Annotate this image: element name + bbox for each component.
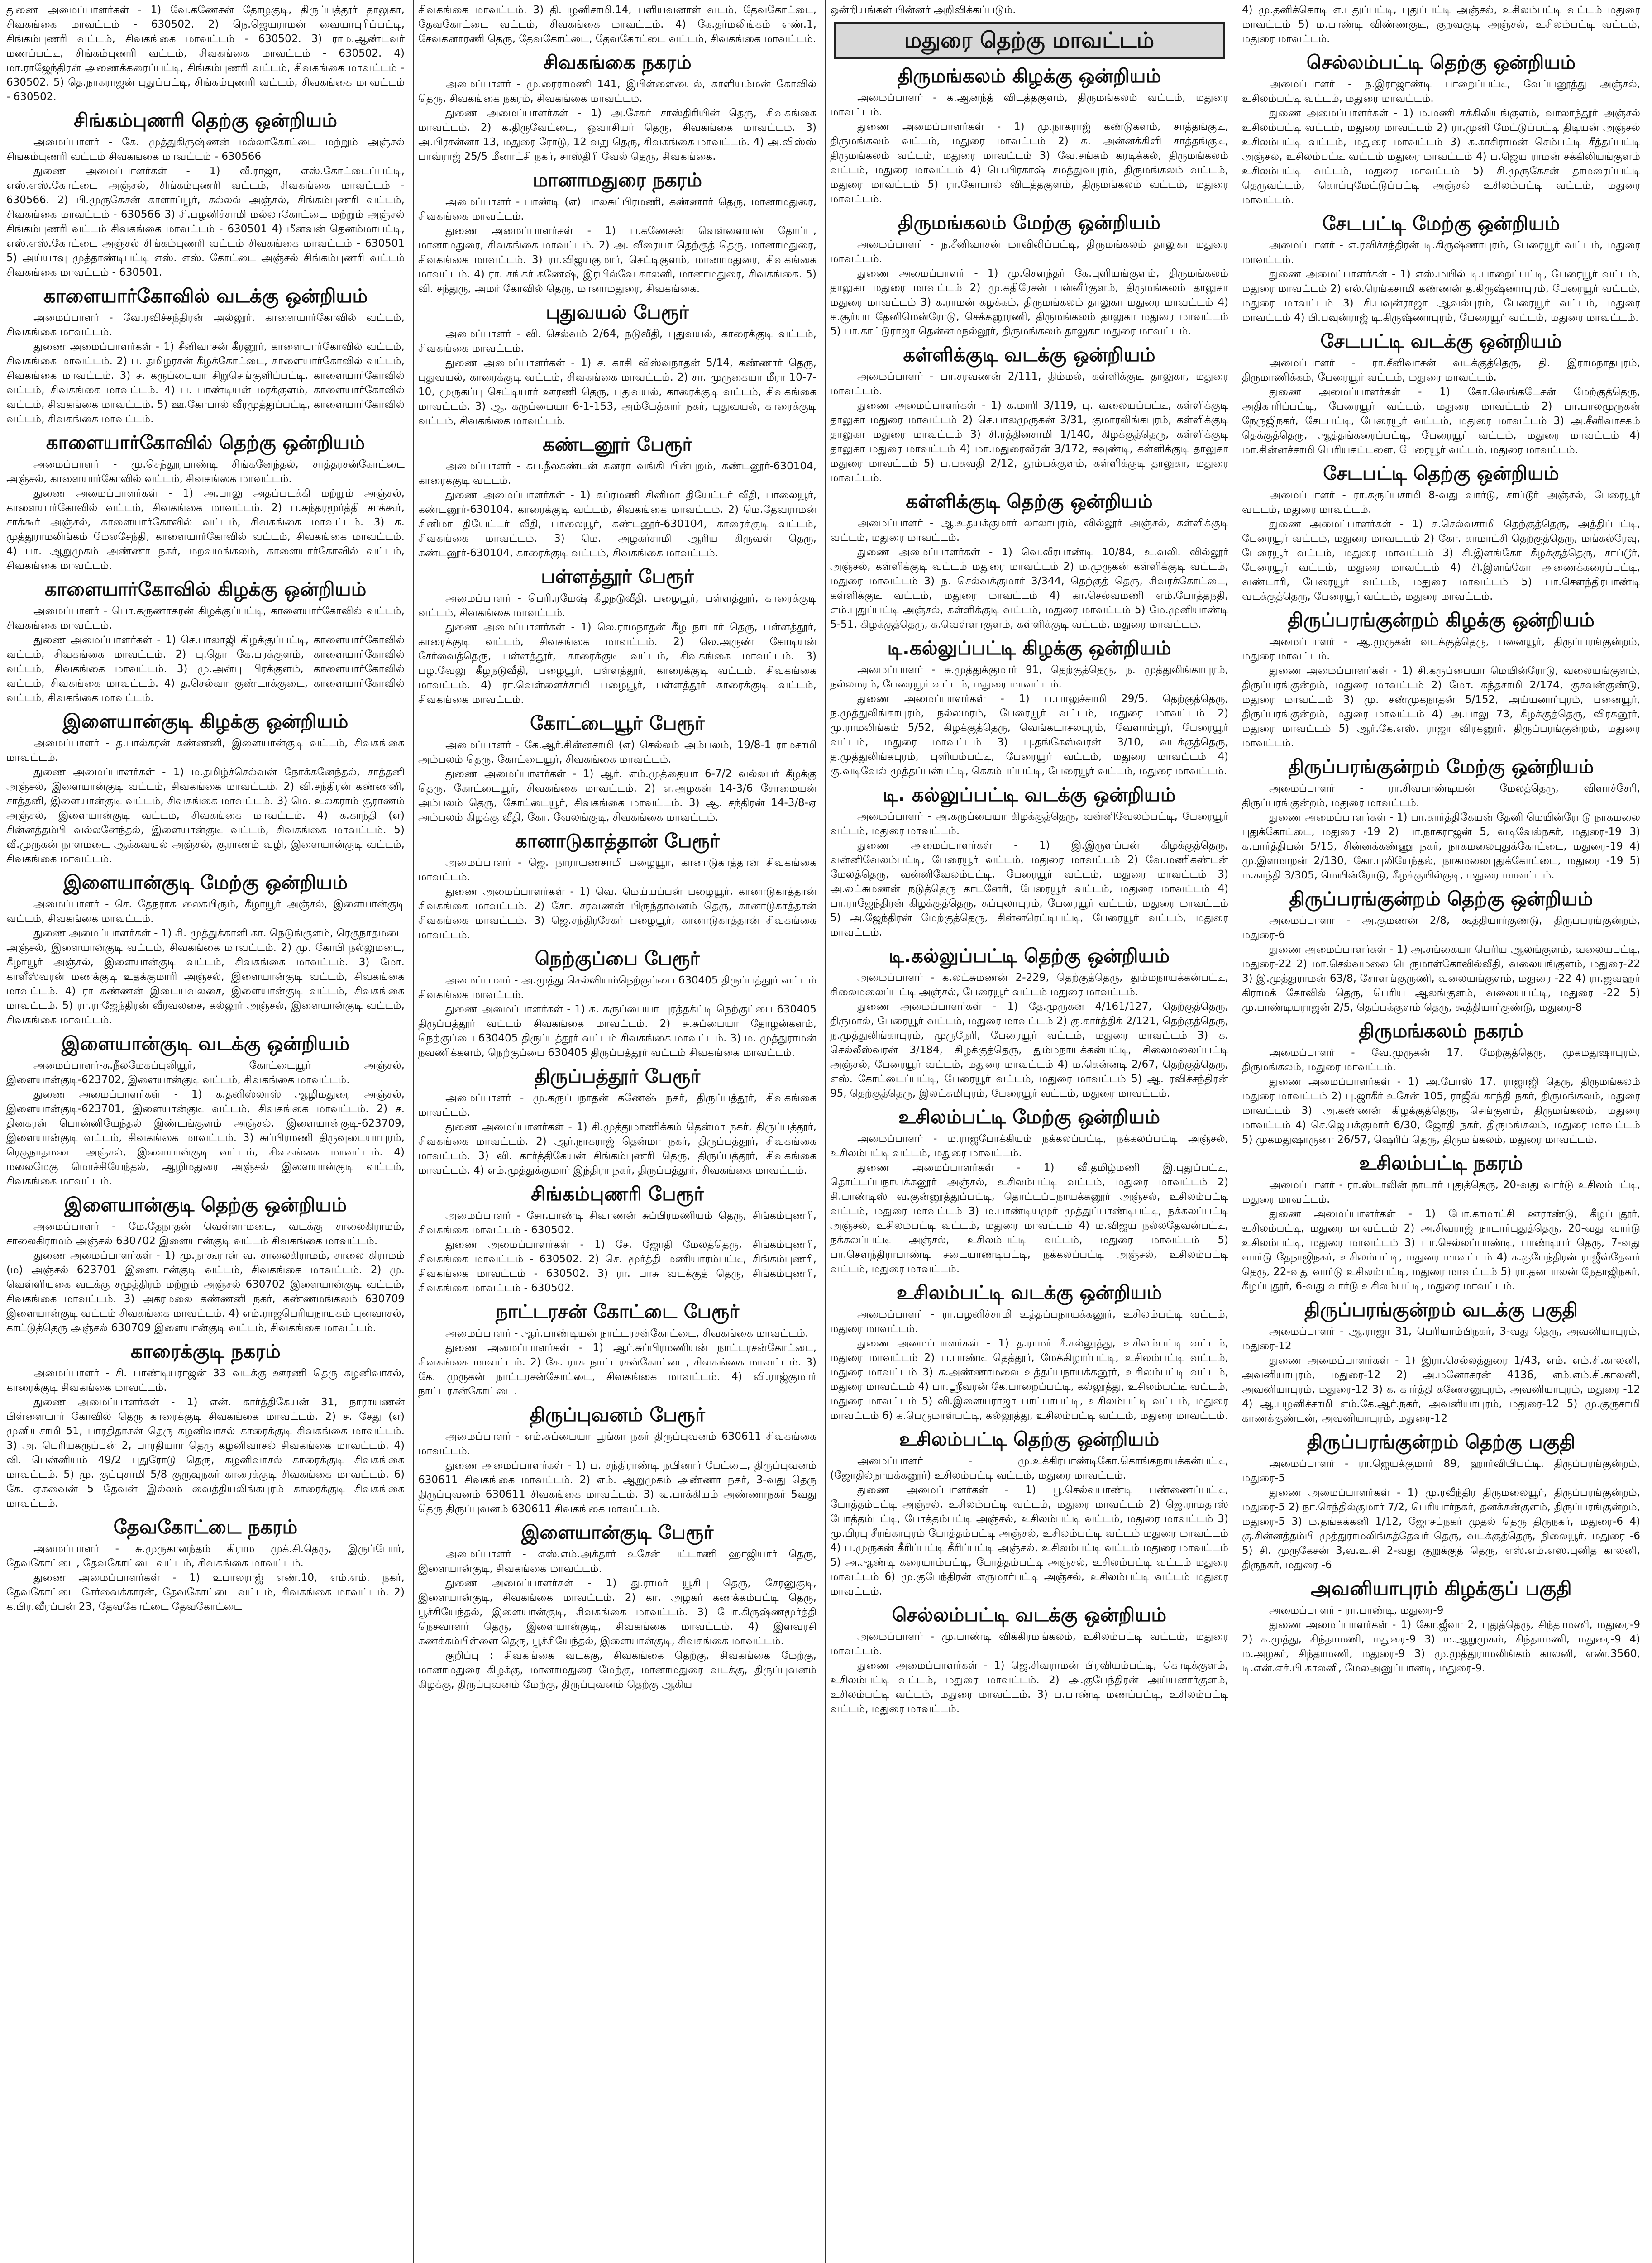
section-title: உசிலம்பட்டி வடக்கு ஒன்றியம்: [896, 1281, 1162, 1303]
section-paragraph: துணை அமைப்பாளர்கள் - 1) சே. ஜோதி மேலத்தெரு, சிங்கம்புணரி, சிவகங்கை மாவட்டம் - 630502. 2) செ. மூர்த்தி மணியாரம்பட்டி, சிங்கம்புணரி, சிவகங்கை மாவட்டம் - 630502. 3) ரா. பாசு வடக்குத் தெரு, சிங்கம்புணரி, சிவகங்கை மாவட்டம் - 630502.: [418, 1239, 816, 1294]
section-paragraph: துணை அமைப்பாளர்கள் - 1) வீ.தமிழ்மணி இ.புதுப்பட்டி, தொட்டப்பநாயக்கனூர் அஞ்சல், உசிலம்பட்டி வட்டம், மதுரை மாவட்டம் 2) சி.பாண்டிஸ் வ.குன்னூத்துப்பட்டி, தொட்டப்பநாயக்கனூர் அஞ்சல், உசிலம்பட்டி வட்டம், மதுரை மாவட்டம் 3) ம.பாண்டியமுர் முத்துப்பாண்டிபட்டி, நக்கலப்பட்டி அஞ்சல், உசிலம்பட்டி வட்டம், மதுரை மாவட்டம் 4) ம.விஜய் நல்லதேவன்பட்டி, நக்கலப்பட்டி அஞ்சல், உசிலம்பட்டி வட்டம், மதுரை மாவட்டம் 5) பா.சௌந்திராபாண்டி சடையாண்டிபட்டி, நக்கலப்பட்டி அஞ்சல், உசிலம்பட்டி வட்டம், மதுரை மாவட்டம்.: [830, 1162, 1228, 1275]
section-paragraph: துணை அமைப்பாளர்கள் - 1) வீ.ராஜா, எஸ்.கோட்டைப்பட்டி, எஸ்.எஸ்.கோட்டை அஞ்சல், சிங்கம்புணரி வட்டம், சிவகங்கை மாவட்டம் - 630566. 2) பி.முருகேசன் காளாப்பூர், கல்லல் அஞ்சல், சிங்கம்புணரி வட்டம், சிவகங்கை மாவட்டம் - 630566 3) சி.பழனிச்சாமி மல்லாகோட்டை மற்றும் அஞ்சல் சிங்கம்புணரி வட்டம் சிவகங்கை மாவட்டம் - 630501 4) மீனவன் தெனம்மாபட்டி, எஸ்.எஸ்.கோட்டை அஞ்சல் சிங்கம்புணரி வட்டம் சிவகங்கை மாவட்டம் - 630501 5) அய்யாவு முத்தாண்டிபட்டி எஸ். எஸ். கோட்டை அஞ்சல் சிங்கம்புணரி வட்டம் சிவகங்கை மாவட்டம் - 630501.: [6, 165, 405, 278]
section-title: காரைக்குடி நகரம்: [130, 1340, 281, 1362]
section-paragraph: துணை அமைப்பாளர்கள் - 1) ஆர். எம்.முத்தையா 6-7/2 வல்லபர் கீழக்கு தெரு, கோட்டையூர், சிவகங்கை மாவட்டம். 2) எ.அழகன் 14-3/6 சோமையன் அம்பலம் தெரு, கோட்டையூர், சிவகங்கை மாவட்டம். 3) ஆ. சந்திரன் 14-3/8-ஏ அம்பலம் கிழக்கு வீதி, கோ. வேலங்குடி, சிவகங்கை மாவட்டம்.: [418, 768, 816, 823]
section-title: சிவகங்கை நகரம்: [543, 51, 692, 73]
section-title: கள்ளிக்குடி வடக்கு ஒன்றியம்: [903, 344, 1155, 366]
section-paragraph: துணை அமைப்பாளர்கள் - 1) சி.முத்துமாணிக்கம் தென்மா நகர், திருப்பத்தூர், சிவகங்கை மாவட்டம். 2) ஆர்.நாகராஜ் தென்மா நகர், திருப்பத்தூர், சிவகங்கை மாவட்டம். 3) வி. கார்த்திகேயன் சிங்கம்புணரி தெரு, திருப்பத்தூர், சிவகங்கை மாவட்டம். 4) எம்.முத்துக்குமார் இந்திரா நகர், திருப்பத்தூர், சிவகங்கை மாவட்டம்.: [418, 1121, 816, 1176]
section-title: மானாமதுரை நகரம்: [532, 169, 702, 191]
section-title: சேடபட்டி தெற்கு ஒன்றியம்: [1323, 462, 1559, 484]
union-section: [5, 1339, 406, 1511]
union-section: [5, 1192, 406, 1335]
section-title: செல்லம்பட்டி வடக்கு ஒன்றியம்: [892, 1604, 1167, 1626]
union-section: [1240, 211, 1642, 325]
union-section: [1240, 1576, 1642, 1676]
section-title: டி.கல்லுப்பட்டி கிழக்கு ஒன்றியம்: [887, 637, 1171, 659]
union-section: [828, 489, 1230, 632]
section-paragraph: துணை அமைப்பாளர்கள் - 1) க.தனிஸ்லாஸ் ஆழிமதுரை அஞ்சல், இளையான்குடி-623701, இளையான்குடி வட்டம், சிவகங்கை மாவட்டம். 2) ச. தினகரன் பொன்னியேந்தல் இண்டங்குளம் அஞ்சல், இளையான்குடி-623709, இளையான்குடி வட்டம், சிவகங்கை மாவட்டம். 3) சுப்பிரமணி திருவுடையாபுரம், ரெகுநாதமடை அஞ்சல், இளையான்குடி வட்டம், சிவகங்கை மாவட்டம். 4) மலைமேகு மொச்சியேந்தல், ஆழிமதுரை அஞ்சல் இளையான்குடி வட்டம், சிவகங்கை மாவட்டம்.: [6, 1089, 405, 1187]
union-section: [1240, 1151, 1642, 1294]
section-paragraph: குறிப்பு : சிவகங்கை வடக்கு, சிவகங்கை தெற்கு, சிவகங்கை மேற்கு, மானாமதுரை கிழக்கு, மானாமதுரை மேற்கு, மானாமதுரை வடக்கு, திருப்புவனம் கிழக்கு, திருப்புவனம் மேற்கு, திருப்புவனம் தெற்கு ஆகிய: [418, 1650, 816, 1690]
section-paragraph: துணை அமைப்பாளர்கள் - 1) து.ராமர் யூசிபு தெரு, சேரனுகுடி, இளையான்குடி, சிவகங்கை மாவட்டம். 2) கா. அழகர் கணக்கம்பட்டி தெரு, பூச்சியேந்தல், இளையான்குடி, சிவகங்கை மாவட்டம். 3) போ.கிருஷ்ணமூர்த்தி நெசவாளர் தெரு, இளையான்குடி, சிவகங்கை மாவட்டம். 4) இளவரசி கணக்கம்பிள்ளை தெரு, பூச்சியேந்தல், இளையான்குடி, சிவகங்கை மாவட்டம்.: [418, 1577, 816, 1647]
section-title: கோட்டையூர் பேரூர்: [530, 712, 705, 734]
section-paragraph: அமைப்பாளர் - மு.கருப்பநாதன் கணேஷ் நகர், திருப்பத்தூர், சிவகங்கை மாவட்டம்.: [418, 1092, 816, 1118]
section-title: காளையார்கோவில் கிழக்கு ஒன்றியம்: [44, 578, 367, 600]
section-paragraph: துணை அமைப்பாளர்கள் - 1) தே.முருகன் 4/161/127, தெற்குத்தெரு, திருமால், பேரையூர் வட்டம், மதுரை மாவட்டம் 2) கு.கார்த்திக் 2/121, தெற்குத்தெரு, ந.முத்துலிங்காபுரம், முருநேரி, பேரையூர் வட்டம், மதுரை மாவட்டம் 3) க. செல்லீஸ்வரன் 3/184, கிழக்குத்தெரு, தும்மநாயக்கன்பட்டி, சிலைமலைப்பட்டி அஞ்சல், பேரையூர் வட்டம், மதுரை மாவட்டம் 4) ம.கென்னடி 2/67, தெற்குத்தெரு, எஸ். கோட்டைப்பட்டி, பேரையூர் வட்டம், மதுரை மாவட்டம் 5) ஆ. ரவிச்சந்திரன் 95, தெற்குத்தெரு, இலட்சுமிபுரம், பேரையூர் வட்டம், மதுரை மாவட்டம்.: [830, 1001, 1228, 1099]
section-paragraph: அமைப்பாளர் - ம.ராஜபோக்கியம் நக்கலப்பட்டி, நக்கலப்பட்டி அஞ்சல், உசிலம்பட்டி வட்டம், மதுரை மாவட்டம்.: [830, 1133, 1228, 1159]
section-paragraph: துணை அமைப்பாளர்கள் - 1) ம.தமிழ்ச்செல்வன் நோக்கனேந்தல், சாத்தனி அஞ்சல், இளையான்குடி வட்டம், சிவகங்கை மாவட்டம். 2) வி.சந்திரன் கண்ணனி, சாத்தனி, இளையான்குடி வட்டம், சிவகங்கை மாவட்டம். 3) மெ. உலகராம் சூராணம் அஞ்சல், இளையான்குடி வட்டம், சிவகங்கை மாவட்டம். 4) க.காந்தி (எ) சின்னத்தம்பி வல்லனேந்தல், இளையான்குடி வட்டம், சிவகங்கை மாவட்டம். 5) வீ.முருகன் நாளமடை ஆக்கவயல் அஞ்சல், சூராணம் வழி, இளையான்குடி வட்டம், சிவகங்கை மாவட்டம்.: [6, 766, 405, 865]
section-title: நெற்குப்பை பேரூர்: [535, 947, 700, 969]
section-paragraph: அமைப்பாளர் - பாண்டி (எ) பாலசுப்பிரமணி, கண்ணார் தெரு, மானாமதுரை, சிவகங்கை மாவட்டம்.: [418, 196, 816, 222]
section-title: கண்டனூர் பேரூர்: [542, 433, 692, 455]
section-paragraph: அமைப்பாளர் - க.லட்சுமணன் 2-229, தெற்குத்தெரு, தும்மநாயக்கன்பட்டி, சிலைமலைப்பட்டி அஞ்சல், பேரையூர் வட்டம் மதுரை மாவட்டம்.: [830, 972, 1228, 998]
union-section: [828, 1427, 1230, 1599]
section-paragraph: அமைப்பாளர் - மு.பாண்டி விக்கிரமங்கலம், உசிலம்பட்டி வட்டம், மதுரை மாவட்டம்.: [830, 1631, 1228, 1657]
section-paragraph: அமைப்பாளர் - பொ.கருணாகரன் கிழக்குப்பட்டி, காளையார்கோவில் வட்டம், சிவகங்கை மாவட்டம்.: [6, 605, 405, 631]
section-paragraph: துணை அமைப்பாளர்கள் - 1) போ.காமாட்சி ஊராண்டு, கீழப்புதூர், உசிலம்பட்டி, மதுரை மாவட்டம் 2) அ.சிவராஜ் நாடார்புதுத்தெரு, 20-வது வார்டு உசிலம்பட்டி, மதுரை மாவட்டம் 3) பா.செல்லப்பாண்டி, பாண்டியர் தெரு, 7-வது வார்டு தேநாஜிநகர், உசிலம்பட்டி, மதுரை மாவட்டம் 4) க.குபேந்திரன் ராஜீவ்தேவர் தெரு, 22-வது வார்டு உசிலம்பட்டி, மதுரை மாவட்டம் 5) ரா.தனபாலன் நேதாஜிநகர், கீழப்புதூர், 6-வது வார்டு உசிலம்பட்டி, மதுரை மாவட்டம்.: [1242, 1208, 1640, 1292]
section-title: டி.கல்லுப்பட்டி தெற்கு ஒன்றியம்: [888, 945, 1170, 967]
union-section: [5, 577, 406, 705]
section-paragraph: அமைப்பாளர்-சு.நீலமேகப்புலியூர், கோட்டையூர் அஞ்சல், இளையான்குடி-623702, இளையான்குடி வட்டம், சிவகங்கை மாவட்டம்.: [6, 1060, 405, 1086]
section-title: இளையான்குடி மேற்கு ஒன்றியம்: [63, 871, 348, 893]
section-paragraph: அமைப்பாளர் - கே.ஆர்.சின்னசாமி (எ) செல்லம் அம்பலம், 19/8-1 ராமசாமி அம்பலம் தெரு, கோட்டையூர், சிவகங்கை மாவட்டம்.: [418, 739, 816, 765]
section-paragraph: அமைப்பாளர் - பா.சரவணன் 2/111, திம்மல், கள்ளிக்குடி தாலுகா, மதுரை மாவட்டம்.: [830, 371, 1228, 397]
section-paragraph: அமைப்பாளர் - மு.உக்கிரபாண்டிகோ.கொங்கநாயக்கன்பட்டி, (ஜோதில்நாயக்கனூர்) உசிலம்பட்டி வட்டம், மதுரை மாவட்டம்.: [830, 1455, 1228, 1481]
section-title: கானாடுகாத்தான் பேரூர்: [515, 830, 720, 852]
column-divider: [413, 0, 414, 2263]
section-paragraph: துணை அமைப்பாளர்கள் - 1) க.செல்வசாமி தெற்குத்தெரு, அத்திப்பட்டி, பேரையூர் வட்டம், மதுரை மாவட்டம் 2) கோ. காமாட்சி தெற்குத்தெரு, மங்கல்ரேவு, பேரையூர் வட்டம், மதுரை மாவட்டம் 3) சி.இளங்கோ கீழக்குத்தெரு, சாப்டூர், பேரையூர் வட்டம், மதுரை மாவட்டம் 4) சி.இளங்கோ அணைக்கரைப்பட்டி, வண்டாரி, பேரையூர் வட்டம், மதுரை மாவட்டம் 5) பா.சௌந்திரபாண்டி வடக்குத்தெரு, பேரையூர் வட்டம், மதுரை மாவட்டம்.: [1242, 518, 1640, 602]
section-title: சிங்கம்புணரி தெற்கு ஒன்றியம்: [73, 109, 338, 131]
union-section: [416, 50, 818, 164]
section-paragraph: துணை அமைப்பாளர்கள் - 1) கோ.வெங்கடேசன் மேற்குத்தெரு, அதிகாரிப்பட்டி, பேரையூர் வட்டம், மதுரை மாவட்டம் 2) பா.பாலமுருகன் நேருஜிநகர், சேடபட்டி, பேரையூர் வட்டம், மதுரை மாவட்டம் 3) அ.சீனிவாசகம் தெக்குத்தெரு, ஆத்தங்கரைப்பட்டி, பேரையூர் வட்டம், மதுரை மாவட்டம் 4) மா.சின்னச்சாமி பெரியகட்டளை, பேரையூர் வட்டம், மதுரை மாவட்டம்.: [1242, 386, 1640, 456]
section-title: திருப்பரங்குன்றம் மேற்கு ஒன்றியம்: [1288, 755, 1594, 778]
union-section: [416, 1402, 818, 1516]
union-section: [1240, 1018, 1642, 1147]
section-paragraph: அமைப்பாளர் - எம்.சுப்பையா பூங்கா நகர் திருப்புவனம் 630611 சிவகங்கை மாவட்டம்.: [418, 1431, 816, 1457]
section-title: காளையார்கோவில் தெற்கு ஒன்றியம்: [46, 431, 365, 454]
section-paragraph: அமைப்பாளர் - சி. பாண்டியராஜன் 33 வடக்கு ஊரணி தெரு கழனிவாசல், காரைக்குடி சிவகங்கை மாவட்டம்.: [6, 1367, 405, 1394]
union-section: [828, 943, 1230, 1101]
continued-text: சிவகங்கை மாவட்டம். 3) தி.பழனிசாமி.14, பளியவனாள் வடம், தேவகோட்டை, தேவகோட்டை வட்டம், சிவகங்கை மாவட்டம். 4) கே.தர்மலிங்கம் எண்.1, சேவகனாரணி தெரு, தேவகோட்டை, தேவகோட்டை வட்டம், சிவகங்கை மாவட்டம்.: [418, 4, 816, 45]
union-section: [416, 711, 818, 825]
section-title: சேடபட்டி வடக்கு ஒன்றியம்: [1320, 330, 1562, 352]
section-paragraph: துணை அமைப்பாளர்கள் - 1) ஆர்.சுப்பிரமணியன் நாட்டரசன்கோட்டை, சிவகங்கை மாவட்டம். 2) கே. ராசு நாட்டரசன்கோட்டை, சிவகங்கை மாவட்டம். 3) கே. முருகன் நாட்டரசன்கோட்டை, சிவகங்கை மாவட்டம். 4) வி.ராஜ்குமார் நாட்டரசன்கோட்டை.: [418, 1342, 816, 1397]
section-paragraph: துணை அமைப்பாளர்கள் - 1) அ.பாலு அதப்படக்கி மற்றும் அஞ்சல், காளையார்கோவில் வட்டம், சிவகங்கை மாவட்டம். 2) ப.சுந்தரமூர்த்தி சாக்கூர், சாக்கூர் அஞ்சல், காளையார்கோவில் வட்டம், சிவகங்கை மாவட்டம். 3) க. முத்துராமலிங்கம் மேலசேந்தி, காளையார்கோவில் வட்டம், சிவகங்கை மாவட்டம். 4) பா. ஆறுமுகம் அண்ணா நகர், மறவமங்கலம், காளையார்கோவில் வட்டம், சிவகங்கை மாவட்டம்.: [6, 487, 405, 572]
section-paragraph: அமைப்பாளர் - வி. செல்வம் 2/64, நடுவீதி, புதுவயல், காரைக்குடி வட்டம், சிவகங்கை மாவட்டம்.: [418, 328, 816, 354]
section-paragraph: துணை அமைப்பாளர்கள் - 1) சி. முத்துக்காளி கா. நெடுங்குளம், ரெகுநாதமடை அஞ்சல், இளையான்குடி வட்டம், சிவகங்கை மாவட்டம். 2) மு. கோபி நல்லுமடை, கீழாயூர் அஞ்சல், இளையான்குடி வட்டம், சிவகங்கை மாவட்டம். 3) மோ. காளீஸ்வரன் மணக்குடி உதக்குமாரி அஞ்சல், இளையான்குடி வட்டம், சிவகங்கை மாவட்டம். 4) ரா கண்ணன் இடையவலசை, இளையான்குடி வட்டம், சிவகங்கை மாவட்டம். 5) ரா.ராஜேந்திரன் வீரவலசை, கல்லூர் அஞ்சல், இளையான்குடி வட்டம், சிவகங்கை மாவட்டம்.: [6, 927, 405, 1026]
section-paragraph: துணை அமைப்பாளர்கள் - 1) மு.ரவீந்திர திருமலையூர், திருப்பரங்குன்றம், மதுரை-5 2) நா.செந்தில்குமார் 7/2, பெரியார்நகர், தனக்கன்குளம், திருப்பரங்குன்றம், மதுரை-5 3) ம.தங்கக்கனி 1/12, ஜோசப்நகர் முதல் தெரு திருநகர், மதுரை-6 4) கு.சின்னத்தம்பி முத்துராமலிங்கத்தேவர் தெரு, வடக்குத்தெரு, நிலையூர், மதுரை -6 5) சி. முருகேசன் 3,வ.உ.சி 2-வது குறுக்குத் தெரு, எஸ்.எம்.எஸ்.புனித காலனி, திருநகர், மதுரை -6: [1242, 1487, 1640, 1571]
section-paragraph: அமைப்பாளர் - சுப.நீலகண்டன் கனரா வங்கி பின்புறம், கண்டனூர்-630104, காரைக்குடி வட்டம்.: [418, 460, 816, 487]
union-section: [1240, 607, 1642, 750]
union-section: [5, 1514, 406, 1614]
union-section: [828, 1280, 1230, 1423]
section-paragraph: துணை அமைப்பாளர்கள் - 1) ப.பாலுச்சாமி 29/5, தெற்குத்தெரு, ந.முத்துலிங்காபுரம், நல்லமரம், பேரையூர் வட்டம், மதுரை மாவட்டம் 2) மு.ராமலிங்கம் 5/52, கிழக்குத்தெரு, வெங்கடாசலபுரம், வேளாம்பூர், பேரையூர் வட்டம், மதுரை மாவட்டம் 3) பு.தங்கேஸ்வரன் 3/10, வடக்குத்தெரு, த.முத்துலிங்கபுரம், புளியம்பட்டி, பேரையூர் வட்டம், மதுரை மாவட்டம் 4) கு.வடிவேல் முத்தப்பன்பட்டி, கெசும்பப்பட்டி, பேரையூர் வட்டம், மதுரை மாவட்டம்.: [830, 693, 1228, 777]
section-title: திருமங்கலம் மேற்கு ஒன்றியம்: [898, 211, 1160, 234]
section-paragraph: அமைப்பாளர் - மு.செந்தூரபாண்டி சிங்கனேந்தல், சாத்தரசன்கோட்டை அஞ்சல், காளையார்கோவில் வட்டம், சிவகங்கை மாவட்டம்.: [6, 458, 405, 485]
section-title: திருப்பரங்குன்றம் தெற்கு ஒன்றியம்: [1289, 888, 1593, 910]
section-paragraph: துணை அமைப்பாளர்கள் - 1) இரா.செல்லத்துரை 1/43, எம். எம்.சி.காலனி, அவனியாபுரம், மதுரை-12 2) அ.மனோகரன் 4136, எம்.எம்.சி.காலனி, அவனியாபுரம், மதுரை-12 3) க. கார்த்தி கணேசனுபுரம், அவனியாபுரம், மதுரை -12 4) ஆ.பழனிச்சாமி எம்.கே.ஆர்.நகர், அவனியாபுரம், மதுரை-12 5) மு.குருசாமி காணக்குண்டன், அவனியாபுரம், மதுரை-12: [1242, 1355, 1640, 1424]
section-paragraph: துணை அமைப்பாளர்கள் - 1) த.ராமர் சீ.கல்லூத்து, உசிலம்பட்டி வட்டம், மதுரை மாவட்டம் 2) ப.பாண்டி தெத்தூர், மேக்கிழார்பட்டி, உசிலம்பட்டி வட்டம், மதுரை மாவட்டம் 3) க.அண்ணாமலை உத்தப்பநாயக்கனூர், உசிலம்பட்டி வட்டம், மதுரை மாவட்டம் 4) பா.ஸ்ரீவரன் கே.பாறைப்பட்டி, கல்லூத்து, உசிலம்பட்டி வட்டம், மதுரை மாவட்டம் 5) வி.இளையராஜா பாப்பாபட்டி, உசிலம்பட்டி வட்டம், மதுரை மாவட்டம் 6) க.பெருமாள்பட்டி, கல்லூத்து, உசிலம்பட்டி வட்டம், மதுரை மாவட்டம்.: [830, 1337, 1228, 1422]
section-paragraph: அமைப்பாளர் - வே.ரவிச்சந்திரன் அல்லூர், காளையார்கோவில் வட்டம், சிவகங்கை மாவட்டம்.: [6, 312, 405, 338]
section-paragraph: துணை அமைப்பாளர்கள் - 1) ப.கணேசன் வெள்ளையன் தோப்பு, மானாமதுரை, சிவகங்கை மாவட்டம். 2) அ. வீரையா தெற்குத் தெரு, மானாமதுரை, சிவகங்கை மாவட்டம். 3) ரா.விஜயகுமார், செட்டிகுளம், மானாமதுரை, சிவகங்கை மாவட்டம். 4) ரா. சங்கர் கணேஷ், இரயில்வே காலனி, மானாமதுரை, சிவகங்கை. 5) வி. சந்துரு, அமர் கோவில் தெரு, மானாமதுரை, சிவகங்கை.: [418, 225, 816, 295]
section-paragraph: துணை அமைப்பாளர்கள் - 1) என். கார்த்திகேயன் 31, நாராயணன் பிள்ளையார் கோவில் தெரு காரைக்குடி சிவகங்கை மாவட்டம். 2) ச. சேது (எ) முனியசாமி 51, பாரதிதாசன் தெரு கழனிவாசல் காரைக்குடி சிவகங்கை மாவட்டம். 3) அ. பெரியகருப்பன் 2, பாரதியார் தெரு கழனிவாசல் சிவகங்கை மாவட்டம். 4) வி. பென்னியம் 49/2 புதுரோடு தெரு, கழனிவாசல் காரைக்குடி சிவகங்கை மாவட்டம். 5) மு. குப்புசாமி 5/8 குருவுநகர் காரைக்குடி சிவகங்கை மாவட்டம். 6) கே. ஏகவைன் 5 தேவன் இல்லம் வைத்தியலிங்கபுரம் காரைக்குடி சிவகங்கை மாவட்டம்.: [6, 1396, 405, 1509]
union-section: [416, 1299, 818, 1399]
section-paragraph: அமைப்பாளர் - பெரி.ரமேஷ் கீழநடுவீதி, பழையூர், பள்ளத்தூர், காரைக்குடி வட்டம், சிவகங்கை மாவட்டம்.: [418, 592, 816, 619]
section-paragraph: அமைப்பாளர் - ரா.கருப்பசாமி 8-வது வார்டு, சாப்டூர் அஞ்சல், பேரையூர் வட்டம், மதுரை மாவட்டம்.: [1242, 489, 1640, 516]
section-title: டி. கல்லுப்பட்டி வடக்கு ஒன்றியம்: [883, 783, 1176, 806]
union-section: [5, 870, 406, 1027]
continued-text: 4) மு.தனிக்கொடி எ.புதுப்பட்டி, புதுப்பட்டி அஞ்சல், உசிலம்பட்டி வட்டம் மதுரை மாவட்டம் 5) ம.பாண்டி விண்ணகுடி, குறவகுடி அஞ்சல், உசிலம்பட்டி வட்டம், மதுரை மாவட்டம்.: [1242, 4, 1640, 45]
union-section: [828, 1602, 1230, 1716]
section-paragraph: துணை அமைப்பாளர்கள் - 1) ஜெ.சிவராமன் பிரவியம்பட்டி, கொடிக்குளம், உசிலம்பட்டி வட்டம், மதுரை மாவட்டம். 2) அ.குபேந்திரன் அய்யனார்குளம், உசிலம்பட்டி வட்டம், மதுரை மாவட்டம். 3) ப.பாண்டி மணப்பட்டி, உசிலம்பட்டி வட்டம், மதுரை மாவட்டம்.: [830, 1660, 1228, 1715]
section-paragraph: துணை அமைப்பாளர்கள் - 1) அ.சேகர் சாஸ்திரியின் தெரு, சிவகங்கை மாவட்டம். 2) க.திருவேட்டை, ஒவாசியர் தெரு, சிவகங்கை மாவட்டம். 3) அ.பிரசன்னா 13, மதுரை ரோடு, 12 வது தெரு, சிவகங்கை மாவட்டம். 4) அ.விஸ்ஸ் பாவ்ராஜ் 25/5 மீனாட்சி நகர், சாஸ்திரி வேல் தெரு, சிவகங்கை.: [418, 107, 816, 162]
union-section: [416, 167, 818, 296]
union-section: [828, 342, 1230, 485]
union-section: [828, 63, 1230, 206]
union-section: [1240, 886, 1642, 1015]
section-paragraph: துணை அமைப்பாளர்கள் - 1) ப. சந்திராண்டி நயினார் பேட்டை, திருப்புவனம் 630611 சிவகங்கை மாவட்டம். 2) எம். ஆறுமுகம் அண்ணா நகர், 3-வது தெரு திருப்புவனம் 630611 சிவகங்கை மாவட்டம். 3) வ.பாக்கியம் அண்ணாநகர் 5வது தெரு திருப்புவனம் 630611 சிவகங்கை மாவட்டம்.: [418, 1460, 816, 1515]
section-paragraph: துணை அமைப்பாளர்கள் - 1) இ.இருளப்பன் கிழக்குத்தெரு, வன்னிவேலம்பட்டி, பேரையூர் வட்டம், மதுரை மாவட்டம் 2) வே.மணிகண்டன் மேலத்தெரு, வன்னிவேலம்பட்டி, பேரையூர் வட்டம், மதுரை மாவட்டம் 3) அ.லட்சுமணன் நடுத்தெரு காடனேரி, பேரையூர் வட்டம், மதுரை மாவட்டம் 4) பா.ராஜேந்திரன் கிழக்குத்தெரு, சுப்புலாபுரம், பேரையூர் வட்டம், மதுரை மாவட்டம் 5) அ.ஜேந்திரன் மேற்குத்தெரு, சின்னரெட்டிபட்டி, பேரையூர் வட்டம், மதுரை மாவட்டம்.: [830, 840, 1228, 938]
section-title: தேவகோட்டை நகரம்: [113, 1516, 298, 1538]
column-3: [828, 3, 1230, 1718]
section-title: திருப்பரங்குன்றம் வடக்கு பகுதி: [1304, 1299, 1578, 1321]
section-title: திருப்பரங்குன்றம் கிழக்கு ஒன்றியம்: [1288, 609, 1595, 631]
union-section: [416, 1520, 818, 1692]
section-title: காளையார்கோவில் வடக்கு ஒன்றியம்: [43, 285, 368, 307]
section-title: திருப்பரங்குன்றம் தெற்கு பகுதி: [1307, 1431, 1576, 1453]
section-paragraph: அமைப்பாளர் - த.பால்கரன் கண்ணனி, இளையான்குடி வட்டம், சிவகங்கை மாவட்டம்.: [6, 737, 405, 764]
section-paragraph: துணை அமைப்பாளர்கள் - 1) அ.போஸ் 17, ராஜாஜி தெரு, திருமங்கலம் மதுரை மாவட்டம் 2) பு.ஜாகீர் உசேன் 105, ராஜீவ் காந்தி நகர், திருமங்கலம், மதுரை மாவட்டம் 3) அ.கண்ணன் கிழக்குத்தெரு, செங்குளம், திருமங்கலம், மதுரை மாவட்டம் 4) செ.ஜெயக்குமார் 6/30, ஜோதி நகர், திருமங்கலம், மதுரை மாவட்டம் 5) முகமதுஷாருனா 26/57, ஷெரிப் தெரு, திருமங்கலம், மதுரை மாவட்டம்.: [1242, 1076, 1640, 1146]
section-paragraph: அமைப்பாளர் - வே.முருகன் 17, மேற்குத்தெரு, முகமதுஷாபுரம், திருமங்கலம், மதுரை மாவட்டம்.: [1242, 1047, 1640, 1073]
section-title: திருமங்கலம் கிழக்கு ஒன்றியம்: [897, 65, 1161, 87]
union-section: [5, 1031, 406, 1189]
union-section: [828, 782, 1230, 940]
section-title: பள்ளத்தூர் பேரூர்: [541, 565, 694, 587]
section-paragraph: துணை அமைப்பாளர்கள் - 1) சி.கருப்பையா மெயின்ரோடு, வலையங்குளம், திருப்பரங்குன்றம், மதுரை மாவட்டம் 2) மோ. கந்தசாமி 2/174, குசவன்குண்டு, மதுரை மாவட்டம் 3) மு. சண்முகநாதன் 5/152, அய்யனார்புரம், பனையூர், திருப்பரங்குன்றம், மதுரை மாவட்டம் 4) அ.பாலு 73, கீழக்குத்தெரு, விரகனூர், மதுரை மாவட்டம் 5) ஆர்.கே.எஸ். ராஜா விரகனூர், திருப்பரங்குன்றம், மதுரை மாவட்டம்.: [1242, 665, 1640, 749]
continued-text: ஒன்றியங்கள் பின்னர் அறிவிக்கப்படும்.: [830, 4, 1016, 16]
section-paragraph: அமைப்பாளர் - அ.கருப்பையா கிழக்குத்தெரு, வன்னிவேலம்பட்டி, பேரையூர் வட்டம், மதுரை மாவட்டம்.: [830, 811, 1228, 837]
union-section: [1240, 1297, 1642, 1426]
section-paragraph: துணை அமைப்பாளர்கள் - 1) சுப்ரமணி சினிமா தியேட்டர் வீதி, பாலையூர், கண்டனூர்-630104, காரைக்குடி வட்டம், சிவகங்கை மாவட்டம். 2) மெ.தேவராமன் சினிமா தியேட்டர் வீதி, பாலையூர், கண்டனூர்-630104, காரைக்குடி வட்டம், சிவகங்கை மாவட்டம். 3) மெ. அழகர்சாமி ஆரிய கிருவள் தெரு, கண்டனூர்-630104, காரைக்குடி வட்டம், சிவகங்கை மாவட்டம்.: [418, 489, 816, 559]
section-paragraph: அமைப்பாளர் - ஆ.ராஜா 31, பெரியாம்பிநகர், 3-வது தெரு, அவனியாபுரம், மதுரை-12: [1242, 1326, 1640, 1352]
section-paragraph: அமைப்பாளர் - ஜெ. நாராயணசாமி பழையூர், கானாடுகாத்தான் சிவகங்கை மாவட்டம்.: [418, 857, 816, 883]
section-paragraph: அமைப்பாளர் - சோ.பாண்டி சிவாணன் சுப்பிரமணியம் தெரு, சிங்கம்புணரி, சிவகங்கை மாவட்டம் - 630502.: [418, 1210, 816, 1236]
section-paragraph: துணை அமைப்பாளர்கள் - 1) செ.பாலாஜி கிழக்குப்பட்டி, காளையார்கோவில் வட்டம், சிவகங்கை மாவட்டம். 2) பு.தொ கே.பரக்குளம், காளையார்கோவில் வட்டம், சிவகங்கை மாவட்டம். 3) மு.அன்பு பிரக்குளம், காளையார்கோவில் வட்டம், சிவகங்கை மாவட்டம். 4) த.செல்வா குண்டாக்குடை, காளையார்கோவில் வட்டம், சிவகங்கை மாவட்டம்.: [6, 634, 405, 704]
section-paragraph: துணை அமைப்பாளர்கள் - 1) உபாலராஜ் எண்.10, எம்.எம். நகர், தேவகோட்டை சேர்வைக்காரன், தேவகோட்டை வட்டம், சிவகங்கை மாவட்டம். 2) க.பிர.வீரப்பன் 23, தேவகோட்டை தேவகோட்டை: [6, 1572, 405, 1613]
union-section: [828, 210, 1230, 339]
section-paragraph: துணை அமைப்பாளர் - 1) மு.சௌந்தர் கே.புளியங்குளம், திருமங்கலம் தாலுகா மதுரை மாவட்டம் 2) மு.கதிரேசன் பன்னீர்குளம், திருமங்கலம் தாலுகா மதுரை மாவட்டம் 3) க.ராமன் கழக்கம், திருமங்கலம் தாலுகா மதுரை மாவட்டம் 4) க.சூர்யா தேனிமென்ரோடு, செக்கனூரணி, திருமங்கலம் தாலுகா மதுரை மாவட்டம் 5) பா.காட்டுராஜா தென்னமநல்லூர், திருமங்கலம் தாலுகா மதுரை மாவட்டம்.: [830, 267, 1228, 337]
section-paragraph: அமைப்பாளர் - எ.ரவிச்சந்திரன் டி.கிருஷ்ணாபுரம், பேரையூர் வட்டம், மதுரை மாவட்டம்.: [1242, 239, 1640, 266]
section-paragraph: அமைப்பாளர் - சு.முருகானந்தம் கிராம முக்.சி.தெரு, இருப்போர், தேவகோட்டை, தேவகோட்டை வட்டம், சிவகங்கை மாவட்டம்.: [6, 1543, 405, 1569]
section-paragraph: துணை அமைப்பாளர்கள் - 1) மு.நாகராஜ் கண்டுகளம், சாத்தங்குடி, திருமங்கலம் வட்டம், மதுரை மாவட்டம் 2) சு. அன்னக்கிளி சாத்தங்குடி, திருமங்கலம் வட்டம், மதுரை மாவட்டம் 3) வே.சங்கம் கரடிக்கல், திருமங்கலம் வட்டம், மதுரை மாவட்டம் 4) பெ.பிரகாஷ் சமத்துவபுரம், திருமங்கலம் வட்டம், மதுரை மாவட்டம் 5) ரா.கோபால் விடத்தகுளம், திருமங்கலம் வட்டம், மதுரை மாவட்டம்.: [830, 121, 1228, 205]
section-paragraph: அமைப்பாளர் - ஆ.முருகன் வடக்குத்தெரு, பனையூர், திருப்பரங்குன்றம், மதுரை மாவட்டம்.: [1242, 636, 1640, 662]
union-section: [416, 300, 818, 428]
section-paragraph: அமைப்பாளர் - ரா.ஸ்டாலின் நாடார் புதுத்தெரு, 20-வது வார்டு உசிலம்பட்டி, மதுரை மாவட்டம்.: [1242, 1179, 1640, 1205]
section-paragraph: துணை அமைப்பாளர்கள் - 1) எஸ்.மயில் டி.பாறைப்பட்டி, பேரையூர் வட்டம், மதுரை மாவட்டம் 2) எல்.ரெங்கசாமி கண்ணன் த.கிருஷ்ணாபுரம், பேரையூர் வட்டம், மதுரை மாவட்டம் 3) சி.பவுன்ராஜா ஆவல்புரம், பேரையூர் வட்டம், மதுரை மாவட்டம் 4) பி.பவுன்ராஜ் டி.கிருஷ்ணாபுரம், பேரையூர் வட்டம், மதுரை மாவட்டம்.: [1242, 268, 1640, 324]
section-paragraph: துணை அமைப்பாளர்கள் - 1) கோ.ஜீவா 2, புதுத்தெரு, சிந்தாமணி, மதுரை-9 2) க.முத்து, சிந்தாமணி, மதுரை-9 3) ம.ஆறுமுகம், சிந்தாமணி, மதுரை-9 4) ம.அழகர், சிந்தாமணி, மதுரை-9 3) மு.முத்துராமலிங்கம் காலனி, எண்.3560, டி.என்.எச்.பி காலனி, மேலஅனுப்பானடி, மதுரை-9.: [1242, 1619, 1640, 1674]
section-paragraph: துணை அமைப்பாளர்கள் - 1) வெ.வீரபாண்டி 10/84, உ.வலி. வில்லூர் அஞ்சல், கள்ளிக்குடி வட்டம் மதுரை மாவட்டம் 2) ம.முருகன் கள்ளிக்குடி வட்டம், மதுரை மாவட்டம் 3) ந. செல்வக்குமார் 3/344, தெற்குத் தெரு, சிவரக்கோட்டை, கள்ளிக்குடி வட்டம், மதுரை மாவட்டம் 4) கா.செல்வமணி எம்.போத்தநதி, எம்.புதுப்பட்டி அஞ்சல், கள்ளிக்குடி வட்டம், மதுரை மாவட்டம் 5) மே.முனியாண்டி 5-51, கிழக்குத்தெரு, க.வெள்ளாகுளம், கள்ளிக்குடி வட்டம், மதுரை மாவட்டம்.: [830, 546, 1228, 630]
section-paragraph: துணை அமைப்பாளர்கள் - 1) க. கருப்பையா புரத்தக்ட்டி நெற்குப்பை 630405 திருப்பத்தூர் வட்டம் சிவகங்கை மாவட்டம். 2) சு.சுப்பையா தோழன்களம், நெற்குப்பை 630405 திருப்பத்தூர் வட்டம் சிவகங்கை மாவட்டம். 3) ம. முத்துராமன் நவணிக்களம், நெற்குப்பை 630405 திருப்பத்தூர் வட்டம் சிவகங்கை மாவட்டம்.: [418, 1003, 816, 1059]
section-title: சேடபட்டி மேற்கு ஒன்றியம்: [1322, 212, 1560, 234]
union-section: [416, 828, 818, 942]
section-paragraph: அமைப்பாளர் - சு.முத்துக்குமார் 91, தெற்குத்தெரு, ந. முத்துலிங்காபுரம், நல்லமரம், பேரையூர் வட்டம், மதுரை மாவட்டம்.: [830, 664, 1228, 690]
section-title: சிங்கம்புணரி பேரூர்: [530, 1183, 704, 1205]
union-section: [416, 1064, 818, 1178]
section-paragraph: துணை அமைப்பாளர்கள் - 1) லெ.ராமநாதன் கீழ நாடார் தெரு, பள்ளத்தூர், காரைக்குடி வட்டம், சிவகங்கை மாவட்டம். 2) லெ.அருண் கோடியன் சேர்வைத்தெரு, பள்ளத்தூர், காரைக்குடி வட்டம், சிவகங்கை மாவட்டம். 3) பழ.வேலு கீழநடுவீதி, பழையூர், பள்ளத்தூர், காரைக்குடி வட்டம், சிவகங்கை மாவட்டம். 4) ரா.வெள்ளைச்சாமி பழையூர், பள்ளத்தூர் காரைக்குடி வட்டம், சிவகங்கை மாவட்டம்.: [418, 621, 816, 706]
section-title: செல்லம்பட்டி தெற்கு ஒன்றியம்: [1306, 51, 1576, 73]
section-paragraph: துணை அமைப்பாளர்கள் - 1) பூ.செல்வபாண்டி பண்ணைப்பட்டி, போத்தம்பட்டி அஞ்சல், உசிலம்பட்டி வட்டம், மதுரை மாவட்டம் 2) ஜெ.ராமதாஸ் போத்தம்பட்டி, போத்தம்பட்டி அஞ்சல், உசிலம்பட்டி வட்டம், மதுரை மாவட்டம் 3) மு.பிரபு சீரங்காபுரம் போத்தம்பட்டி அஞ்சல், உசிலம்பட்டி வட்டம் மதுரை மாவட்டம் 4) ப.முருகன் கீரிப்பட்டி கீரிப்பட்டி அஞ்சல், உசிலம்பட்டி வட்டம் மதுரை மாவட்டம் 5) அ.ஆண்டி கரையாம்பட்டி, போத்தம்பட்டி அஞ்சல், உசிலம்பட்டி வட்டம் மதுரை மாவட்டம் 6) மு.குபேந்திரன் எருமார்பட்டி அஞ்சல், உசிலம்பட்டி வட்டம் மதுரை மாவட்டம்.: [830, 1484, 1228, 1597]
section-title: உசிலம்பட்டி நகரம்: [1359, 1152, 1523, 1174]
union-section: [1240, 1429, 1642, 1572]
section-paragraph: துணை அமைப்பாளர்கள் - 1) அ.சங்கையா பெரிய ஆலங்குளம், வலையபட்டி, மதுரை-22 2) மா.செல்வமலை பெருமாள்கோவில்வீதி, வலையங்குளம், மதுரை-22 3) இ.முத்துராமன் 63/8, சோளங்குருணி, வலையங்குளம், மதுரை -22 4) ரா.ஜவஹர் கிராமக் கோவில் தெரு, பெரிய ஆலங்குளம், வலையபட்டி, மதுரை -22 5) மு.பாண்டியராஜன் 2/5, தெப்பக்குளம் தெரு, கூத்தியார்குண்டு, மதுரை-8: [1242, 944, 1640, 1013]
section-paragraph: அமைப்பாளர் - கே. முத்துகிருஷ்ணன் மல்லாகோட்டை மற்றும் அஞ்சல் சிங்கம்புணரி வட்டம் சிவகங்கை மாவட்டம் - 630566: [6, 136, 405, 162]
section-paragraph: அமைப்பாளர் - அ.குமணன் 2/8, கூத்தியார்குண்டு, திருப்பரங்குன்றம், மதுரை-6: [1242, 915, 1640, 941]
union-section: [1240, 754, 1642, 883]
section-paragraph: அமைப்பாளர் - ஆ.உதயக்குமார் லாலாபுரம், வில்லூர் அஞ்சல், கள்ளிக்குடி வட்டம், மதுரை மாவட்டம்.: [830, 517, 1228, 544]
section-paragraph: அமைப்பாளர் - எஸ்.எம்.அக்தார் உசேன் பட்டாணி ஹாஜியார் தெரு, இளையான்குடி, சிவகங்கை மாவட்டம்.: [418, 1548, 816, 1575]
union-section: [1240, 461, 1642, 604]
section-paragraph: துணை அமைப்பாளர்கள் - 1) சீனிவாசன் கீரனூர், காளையார்கோவில் வட்டம், சிவகங்கை மாவட்டம். 2) ப. தமிழரசன் கீழக்கோட்டை, காளையார்கோவில் வட்டம், சிவகங்கை மாவட்டம். 3) ச. கருப்பையா சிறுசெங்குளிப்பட்டி, காளையார்கோவில் வட்டம், சிவகங்கை மாவட்டம். 4) ப. பாண்டியன் மரக்குளம், காளையார்கோவில் வட்டம், சிவகங்கை மாவட்டம். 5) ஊ.கோபால் வீரமுத்துப்பட்டி, காளையார்கோவில் வட்டம், சிவகங்கை மாவட்டம்.: [6, 341, 405, 425]
union-section: [828, 635, 1230, 778]
union-section: [5, 283, 406, 426]
union-section: [5, 709, 406, 866]
union-section: [828, 1104, 1230, 1276]
section-paragraph: அமைப்பாளர் - ரா.பழனிச்சாமி உத்தப்பநாயக்கனூர், உசிலம்பட்டி வட்டம், மதுரை மாவட்டம்.: [830, 1308, 1228, 1335]
continued-text: துணை அமைப்பாளர்கள் - 1) வே.கணேசன் தோழகுடி, திருப்பத்தூர் தாலுகா, சிவகங்கை மாவட்டம் - 630502. 2) நெ.ஜெயராமன் வையாபுரிப்பட்டி, சிங்கம்புணரி வட்டம், சிவகங்கை மாவட்டம் - 630502. 3) ராம.ஆண்டவர் மணப்பட்டி, சிங்கம்புணரி வட்டம், சிவகங்கை மாவட்டம் - 630502. 4) மா.ராஜேந்திரன் அணைக்கரைப்பட்டி, சிங்கம்புணரி வட்டம், சிவகங்கை மாவட்டம் - 630502. 5) தெ.நாகராஜன் புதுப்பட்டி, சிங்கம்புணரி வட்டம், சிவகங்கை மாவட்டம் - 630502.: [6, 4, 405, 103]
section-title: அவனியாபுரம் கிழக்குப் பகுதி: [1310, 1577, 1572, 1599]
column-2: [416, 3, 818, 1694]
section-title: நாட்டரசன் கோட்டை பேரூர்: [495, 1300, 740, 1322]
union-section: [1240, 50, 1642, 207]
section-title: இளையான்குடி பேரூர்: [521, 1521, 714, 1543]
section-paragraph: துணை அமைப்பாளர்கள் - 1) பா.கார்த்திகேயன் தேனி மெயின்ரோடு நாகமலை புதுக்கோட்டை, மதுரை -19 2) பா.நாகராஜன் 5, வடிவேல்நகர், மதுரை-19 3) க.பார்த்திபன் 5/15, சின்னக்கண்ணு நகர், நாகமலைபுதுக்கோட்டை, மதுரை-19 4) மு.இளமாறன் 2/130, கோ.புலியேந்தல், நாகமலைபுதுக்கோட்டை, மதுரை -19 5) ம.காந்தி 3/305, மெயின்ரோடு, கீழக்குயில்குடி, மதுரை மாவட்டம்.: [1242, 812, 1640, 881]
section-paragraph: அமைப்பாளர் - செ. தேநராசு லைசுபிரும், கீழாயூர் அஞ்சல், இளையான்குடி வட்டம், சிவகங்கை மாவட்டம்.: [6, 898, 405, 925]
section-paragraph: அமைப்பாளர் - க.ஆனந்த் விடத்தகுளம், திருமங்கலம் வட்டம், மதுரை மாவட்டம்.: [830, 92, 1228, 118]
section-paragraph: அமைப்பாளர் - ரா.சீனிவாசன் வடக்குத்தெரு, தி. இராமநாதபுரம், திருமாணிக்கம், பேரையூர் வட்டம், மதுரை மாவட்டம்.: [1242, 357, 1640, 383]
union-section: [5, 430, 406, 573]
union-section: [416, 946, 818, 1060]
union-section: [416, 432, 818, 560]
section-paragraph: துணை அமைப்பாளர்கள் - 1) க.மாரி 3/119, பு. வலையப்பட்டி, கள்ளிக்குடி தாலுகா மதுரை மாவட்டம் 2) செ.பாலமுருகன் 3/31, குமாரலிங்கபுரம், கள்ளிக்குடி தாலுகா மதுரை மாவட்டம் 3) சி.ரத்தினசாமி 1/140, கிழக்குத்தெரு, கள்ளிக்குடி தாலுகா மதுரை மாவட்டம் 4) மா.மதுரைவீரன் 3/172, சவுண்டி, கள்ளிக்குடி தாலுகா மதுரை மாவட்டம் 5) ப.பகவதி 2/12, தூம்பக்குளம், கள்ளிக்குடி தாலுகா, மதுரை மாவட்டம்.: [830, 400, 1228, 484]
union-section: [5, 108, 406, 280]
section-paragraph: அமைப்பாளர் - ரா.பாண்டி, மதுரை-9: [1269, 1604, 1444, 1616]
column-1: [5, 3, 406, 1616]
column-4: [1240, 3, 1642, 1677]
section-title: இளையான்குடி தெற்கு ஒன்றியம்: [64, 1194, 347, 1216]
section-paragraph: துணை அமைப்பாளர்கள் - 1) வெ. மெய்யப்பன் பழையூர், கானாடுகாத்தான் சிவகங்கை மாவட்டம். 2) சோ. சரவணன் பிருந்தாவனம் தெரு, கானாடுகாத்தான் சிவகங்கை மாவட்டம். 3) ஜெ.சந்திரசேகர் பழையூர், கானாடுகாத்தான் சிவகங்கை மாவட்டம்.: [418, 886, 816, 941]
section-title: திருமங்கலம் நகரம்: [1359, 1020, 1523, 1042]
section-paragraph: அமைப்பாளர் - ந.சீனிவாசன் மாவிலிப்பட்டி, திருமங்கலம் தாலுகா மதுரை மாவட்டம்.: [830, 239, 1228, 265]
section-paragraph: அமைப்பாளர் - ஆர்.பாண்டியன் நாட்டரசன்கோட்டை, சிவகங்கை மாவட்டம்.: [445, 1327, 809, 1339]
column-divider: [825, 0, 826, 2263]
section-title: புதுவயல் பேரூர்: [546, 301, 689, 323]
section-title: திருப்பத்தூர் பேரூர்: [534, 1065, 701, 1087]
district-heading: மதுரை தெற்கு மாவட்டம்: [834, 22, 1225, 59]
section-title: உசிலம்பட்டி தெற்கு ஒன்றியம்: [899, 1428, 1160, 1450]
section-paragraph: அமைப்பாளர் - ரா.சிவபாண்டியன் மேலத்தெரு, விளாச்சேரி, திருப்பரங்குன்றம், மதுரை மாவட்டம்.: [1242, 783, 1640, 809]
section-paragraph: அமைப்பாளர் - ரா.ஜெயக்குமார் 89, ஹார்வியிபட்டி, திருப்பரங்குன்றம், மதுரை-5: [1242, 1458, 1640, 1484]
section-paragraph: அமைப்பாளர் - மே.தேநாதன் வெள்ளாமடை, வடக்கு சாலைகிராமம், சாலைகிராமம் அஞ்சல் 630702 இளையான்குடி வட்டம் சிவகங்கை மாவட்டம்.: [6, 1221, 405, 1247]
section-title: கள்ளிக்குடி தெற்கு ஒன்றியம்: [906, 490, 1153, 512]
section-title: உசிலம்பட்டி மேற்கு ஒன்றியம்: [898, 1106, 1160, 1128]
section-title: திருப்புவனம் பேரூர்: [530, 1404, 705, 1426]
section-title: இளையான்குடி வடக்கு ஒன்றியம்: [61, 1032, 350, 1055]
section-title: இளையான்குடி கிழக்கு ஒன்றியம்: [62, 710, 349, 732]
section-paragraph: துணை அமைப்பாளர்கள் - 1) ம.மணி சக்கிலியங்குளம், வாலாந்தூர் அஞ்சல் உசிலம்பட்டி வட்டம், மதுரை மாவட்டம் 2) ரா.முனி மேட்டுப்பட்டி திடியன் அஞ்சல் உசிலம்பட்டி வட்டம், மதுரை மாவட்டம் 3) க.காசிராமன் செம்பட்டி சீத்தப்பட்டி அஞ்சல், உசிலம்பட்டி வட்டம் மதுரை மாவட்டம் 4) ப.ஜெய ராமன் சக்கிலியங்குளம் உசிலம்பட்டி வட்டம், மதுரை மாவட்டம் 5) சி.முருகேசன் தாமரைப்பட்டி தெருவட்டம், கொப்புமேட்டுப்பட்டி அஞ்சல் உசிலம்பட்டி வட்டம், மதுரை மாவட்டம்.: [1242, 107, 1640, 206]
section-paragraph: துணை அமைப்பாளர்கள் - 1) ச. காசி விஸ்வநாதன் 5/14, கண்ணார் தெரு, புதுவயல், காரைக்குடி வட்டம், சிவகங்கை மாவட்டம். 2) சா. முருகையா மீரா 10-7-10, முருகப்பு செட்டியார் ஊரணி தெரு, புதுவயல், காரைக்குடி வட்டம், சிவகங்கை மாவட்டம். 3) ஆ. கருப்பையா 6-1-153, அம்பேத்கார் நகர், புதுவயல், காரைக்குடி வட்டம், சிவகங்கை மாவட்டம்.: [418, 357, 816, 427]
union-section: [1240, 329, 1642, 457]
union-section: [416, 1181, 818, 1295]
section-paragraph: அமைப்பாளர் - மு.ரைராமணி 141, இபிள்ளையைல், காளியம்மன் கோவில் தெரு, சிவகங்கை நகரம், சிவகங்கை மாவட்டம்.: [418, 78, 816, 105]
section-paragraph: துணை அமைப்பாளர்கள் - 1) மு.நாகூரான் வ. சாலைகிராமம், சாலை கிராமம் (ம) அஞ்சல் 623701 இளையான்குடி வட்டம், சிவகங்கை மாவட்டம். 2) மு. வெள்ளியகை வடக்கு சமுத்திரம் மற்றும் அஞ்சல் 630702 இளையான்குடி வட்டம், சிவகங்கை மாவட்டம். 3) அகரமலை கண்ணனி நகர், கண்ணமங்கலம் 630709 இளையான்குடி வட்டம் சிவகங்கை மாவட்டம். 4) எம்.ராஜபெரியநாயகம் புனவாசல், காட்டுத்தெரு அஞ்சல் 630709 இளையான்குடி வட்டம், சிவகங்கை மாவட்டம்.: [6, 1250, 405, 1334]
section-paragraph: அமைப்பாளர் - அ.முத்து செல்வியம்நெற்குப்பை 630405 திருப்பத்தூர் வட்டம் சிவகங்கை மாவட்டம்.: [418, 974, 816, 1001]
union-section: [416, 564, 818, 707]
section-paragraph: அமைப்பாளர் - ந.இராஜாண்டி பாறைப்பட்டி, வேப்பனூத்து அஞ்சல், உசிலம்பட்டி வட்டம், மதுரை மாவட்டம்.: [1242, 78, 1640, 105]
